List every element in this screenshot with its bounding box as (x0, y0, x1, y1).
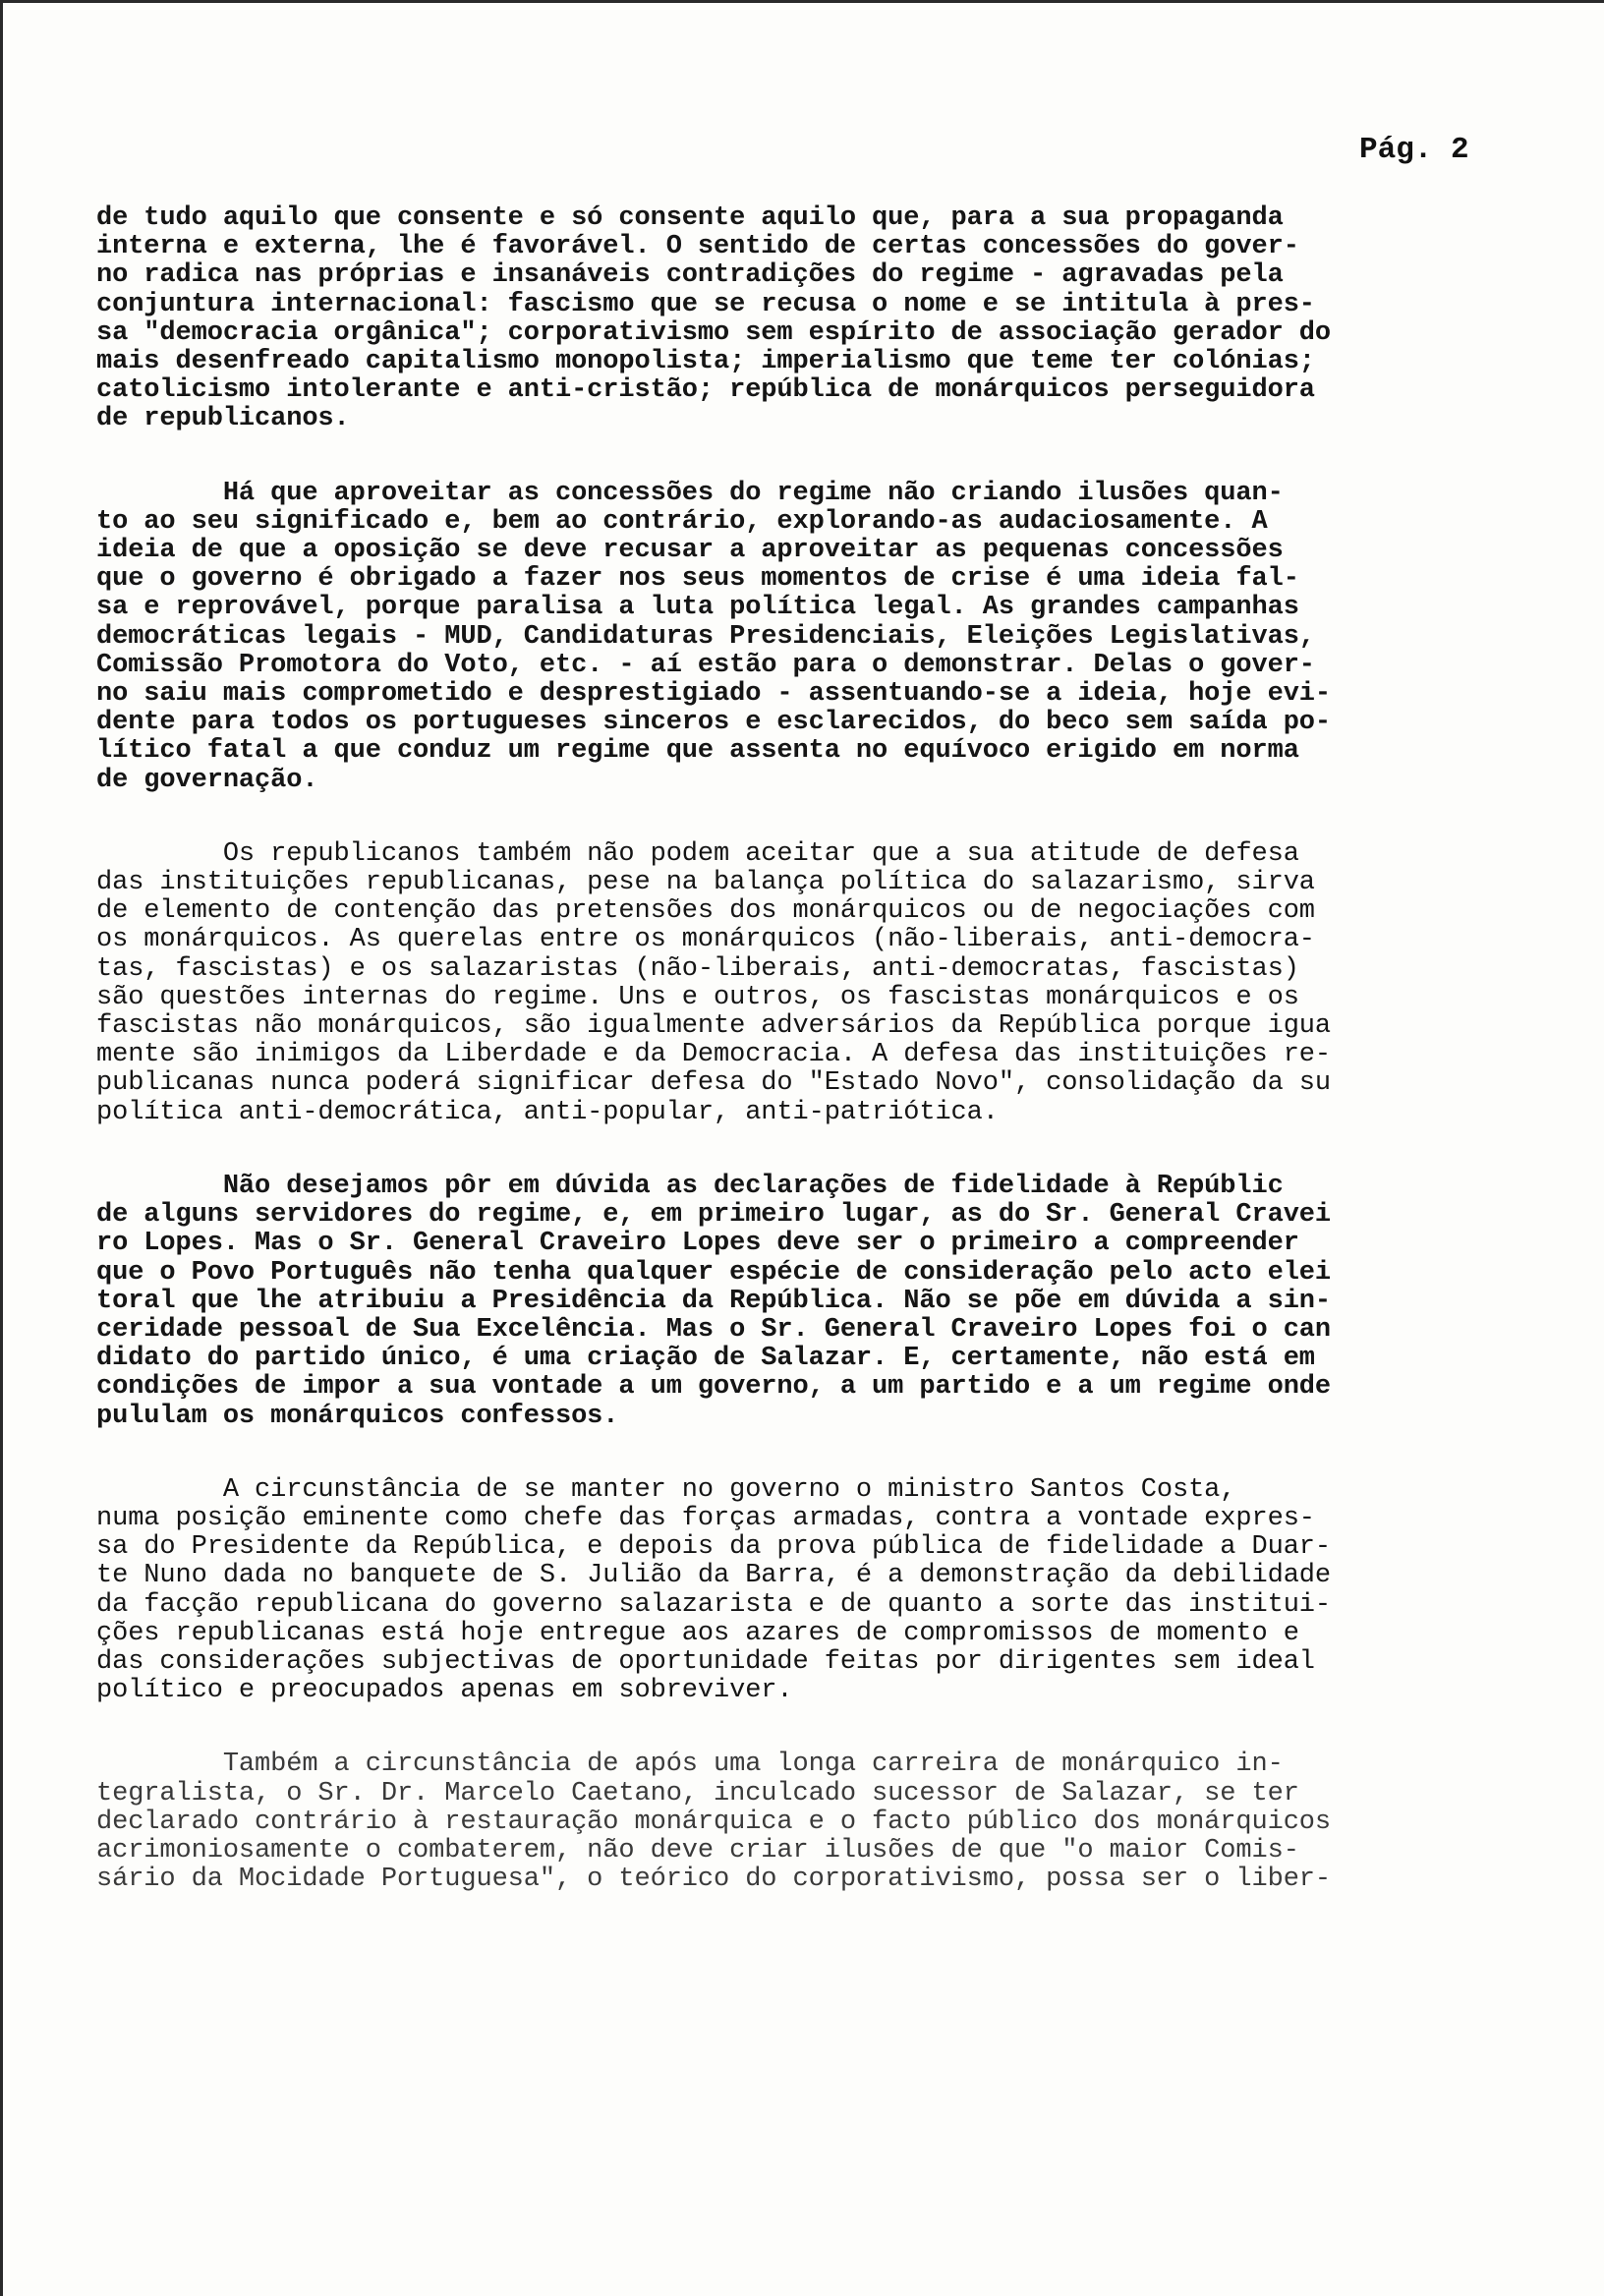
text-line: conjuntura internacional: fascismo que se recusa o nome e se intitula à pres- (96, 289, 1315, 319)
text-line: numa posição eminente como chefe das forças armadas, contra a vontade expres- (96, 1503, 1315, 1533)
text-line: de governação. (96, 765, 318, 795)
text-line: ceridade pessoal de Sua Excelência. Mas o Sr. General Craveiro Lopes foi o can (96, 1314, 1332, 1345)
paragraph-5 (96, 1476, 1595, 1706)
text-line: mente são inimigos da Liberdade e da Democracia. A defesa das instituições re- (96, 1040, 1332, 1070)
text-line: declarado contrário à restauração monárquica e o facto público dos monárquicos (96, 1807, 1332, 1837)
text-line: toral que lhe atribuiu a Presidência da República. Não se põe em dúvida a sin- (96, 1286, 1332, 1316)
text-line: ções republicanas está hoje entregue aos azares de compromissos de momento e (96, 1618, 1299, 1648)
text-line: pululam os monárquicos confessos. (96, 1401, 619, 1431)
text-line: das instituições republicanas, pese na balança política do salazarismo, sirva (96, 868, 1315, 898)
text-line: os monárquicos. As querelas entre os monárquicos (não-liberais, anti-democra- (96, 925, 1315, 955)
text-line: A circunstância de se manter no governo o ministro Santos Costa, (96, 1474, 1236, 1505)
text-line: sa e reprovável, porque paralisa a luta política legal. As grandes campanhas (96, 593, 1299, 623)
text-line: publicanas nunca poderá significar defesa do "Estado Novo", consolidação da su (96, 1068, 1332, 1099)
text-line: que o governo é obrigado a fazer nos seus momentos de crise é uma ideia fal- (96, 564, 1299, 595)
text-line: de republicanos. (96, 404, 350, 434)
paragraph-gap (96, 1127, 1595, 1173)
text-line: de tudo aquilo que consente e só consente aquilo que, para a sua propaganda (96, 203, 1284, 233)
page-number: Pág. 2 (1359, 133, 1469, 167)
text-line: sário da Mocidade Portuguesa", o teórico do corporativismo, possa ser o liber- (96, 1865, 1332, 1895)
paragraph-gap (96, 1431, 1595, 1476)
text-line: de elemento de contenção das pretensões dos monárquicos ou de negociações com (96, 896, 1315, 927)
text-line: Os republicanos também não podem aceitar que a sua atitude de defesa (96, 838, 1299, 869)
text-line: democráticas legais - MUD, Candidaturas Presidenciais, Eleições Legislativas, (96, 621, 1315, 652)
text-line: são questões internas do regime. Uns e outros, os fascistas monárquicos e os (96, 982, 1299, 1012)
text-line: Comissão Promotora do Voto, etc. - aí estão para o demonstrar. Delas o gover- (96, 650, 1315, 680)
text-line: te Nuno dada no banquete de S. Julião da Barra, é a demonstração da debilidade (96, 1561, 1332, 1591)
text-line: dente para todos os portugueses sinceros e esclarecidos, do beco sem saída po- (96, 708, 1332, 738)
text-line: tas, fascistas) e os salazaristas (não-liberais, anti-democratas, fascistas) (96, 953, 1299, 984)
text-line: ro Lopes. Mas o Sr. General Craveiro Lopes deve ser o primeiro a compreender (96, 1229, 1299, 1259)
paragraph-4 (96, 1173, 1595, 1431)
text-line: condições de impor a sua vontade a um governo, a um partido e a um regime onde (96, 1372, 1332, 1403)
text-line: Não desejamos pôr em dúvida as declarações de fidelidade à Repúblic (96, 1171, 1284, 1201)
text-line: Também a circunstância de após uma longa carreira de monárquico in- (96, 1750, 1284, 1780)
text-line: tegralista, o Sr. Dr. Marcelo Caetano, inculcado sucessor de Salazar, se ter (96, 1778, 1299, 1808)
text-line: no radica nas próprias e insanáveis contradições do regime - agravadas pela (96, 260, 1284, 291)
paragraph-gap (96, 1705, 1595, 1751)
paragraph-6 (96, 1751, 1595, 1894)
text-line: ideia de que a oposição se deve recusar a aproveitar as pequenas concessões (96, 536, 1284, 566)
paragraph-gap (96, 434, 1595, 480)
text-line: política anti-democrática, anti-popular, anti-patriótica. (96, 1097, 999, 1127)
document-body (96, 204, 1595, 1894)
text-line: sa do Presidente da República, e depois da prova pública de fidelidade a Duar- (96, 1532, 1332, 1563)
paragraph-1 (96, 204, 1595, 434)
paragraph-3 (96, 840, 1595, 1127)
text-line: catolicismo intolerante e anti-cristão; república de monárquicos perseguidora (96, 375, 1315, 406)
text-line: de alguns servidores do regime, e, em primeiro lugar, as do Sr. General Cravei (96, 1200, 1332, 1231)
text-line: lítico fatal a que conduz um regime que assenta no equívoco erigido em norma (96, 736, 1299, 767)
text-line: das considerações subjectivas de oportunidade feitas por dirigentes sem ideal (96, 1646, 1315, 1677)
text-line: acrimoniosamente o combaterem, não deve criar ilusões de que "o maior Comis- (96, 1835, 1299, 1866)
text-line: no saiu mais comprometido e desprestigiado - assentuando-se a ideia, hoje evi- (96, 679, 1332, 710)
paragraph-gap (96, 795, 1595, 840)
text-line: Há que aproveitar as concessões do regime não criando ilusões quan- (96, 478, 1284, 508)
text-line: da facção republicana do governo salazarista e de quanto a sorte das institui- (96, 1589, 1332, 1620)
text-line: que o Povo Português não tenha qualquer espécie de consideração pelo acto elei (96, 1257, 1332, 1288)
text-line: mais desenfreado capitalismo monopolista; imperialismo que teme ter colónias; (96, 347, 1315, 377)
text-line: didato do partido único, é uma criação de Salazar. E, certamente, não está em (96, 1344, 1315, 1374)
text-line: interna e externa, lhe é favorável. O sentido de certas concessões do gover- (96, 232, 1299, 262)
text-line: to ao seu significado e, bem ao contrário, explorando-as audaciosamente. A (96, 506, 1268, 537)
paragraph-2 (96, 480, 1595, 795)
text-line: fascistas não monárquicos, são igualmente adversários da República porque igua (96, 1011, 1332, 1042)
text-line: sa "democracia orgânica"; corporativismo sem espírito de associação gerador do (96, 317, 1332, 348)
text-line: político e preocupados apenas em sobreviver. (96, 1676, 793, 1706)
